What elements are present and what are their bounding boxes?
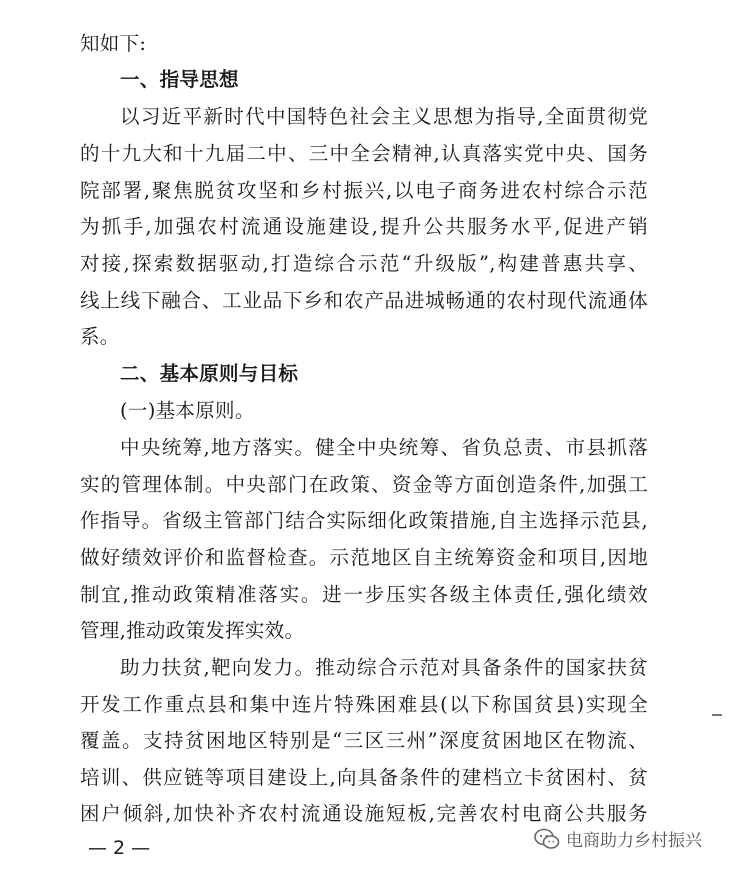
subsection-heading-basic-principles: (一)基本原则。 bbox=[120, 399, 255, 422]
text-line: 中央统筹,地方落实。健全中央统筹、省负总责、市县抓落 bbox=[120, 436, 648, 459]
scan-speck bbox=[712, 714, 722, 716]
page-number: — 2 — bbox=[88, 837, 151, 859]
watermark bbox=[534, 826, 702, 851]
text-line: 做好绩效评价和监督检查。示范地区自主统筹资金和项目,因地 bbox=[80, 546, 648, 569]
text-line: 对接,探索数据驱动,打造综合示范“升级版”,构建普惠共享、 bbox=[80, 252, 648, 275]
text-line: 知如下: bbox=[80, 32, 147, 55]
text-line: 线上线下融合、工业品下乡和农产品进城畅通的农村现代流通体 bbox=[80, 289, 648, 312]
text-line: 管理,推动政策发挥实效。 bbox=[80, 619, 305, 642]
wechat-icon bbox=[534, 828, 560, 850]
text-line: 制宜,推动政策精准落实。进一步压实各级主体责任,强化绩效 bbox=[80, 583, 648, 606]
text-line: 院部署,聚焦脱贫攻坚和乡村振兴,以电子商务进农村综合示范 bbox=[80, 179, 648, 202]
text-line: 助力扶贫,靶向发力。推动综合示范对具备条件的国家扶贫 bbox=[120, 656, 648, 679]
section-heading-guiding-thought: 一、指导思想 bbox=[120, 68, 239, 91]
text-line: 培训、供应链等项目建设上,向具备条件的建档立卡贫困村、贫 bbox=[80, 766, 648, 789]
text-line: 以习近平新时代中国特色社会主义思想为指导,全面贯彻党 bbox=[120, 105, 648, 128]
text-line: 的十九大和十九届二中、三中全会精神,认真落实党中央、国务 bbox=[80, 142, 648, 165]
watermark-text: 电商助力乡村振兴 bbox=[566, 831, 702, 851]
text-line: 作指导。省级主管部门结合实际细化政策措施,自主选择示范县, bbox=[80, 509, 648, 532]
text-line: 开发工作重点县和集中连片特殊困难县(以下称国贫县)实现全 bbox=[80, 693, 648, 716]
text-line: 困户倾斜,加快补齐农村流通设施短板,完善农村电商公共服务 bbox=[80, 802, 648, 825]
text-line: 覆盖。支持贫困地区特别是“三区三州”深度贫困地区在物流、 bbox=[80, 729, 648, 752]
text-line: 为抓手,加强农村流通设施建设,提升公共服务水平,促进产销 bbox=[80, 215, 648, 238]
text-line: 系。 bbox=[80, 325, 120, 348]
text-line: 实的管理体制。中央部门在政策、资金等方面创造条件,加强工 bbox=[80, 473, 648, 496]
section-heading-principles-goals: 二、基本原则与目标 bbox=[120, 362, 299, 385]
